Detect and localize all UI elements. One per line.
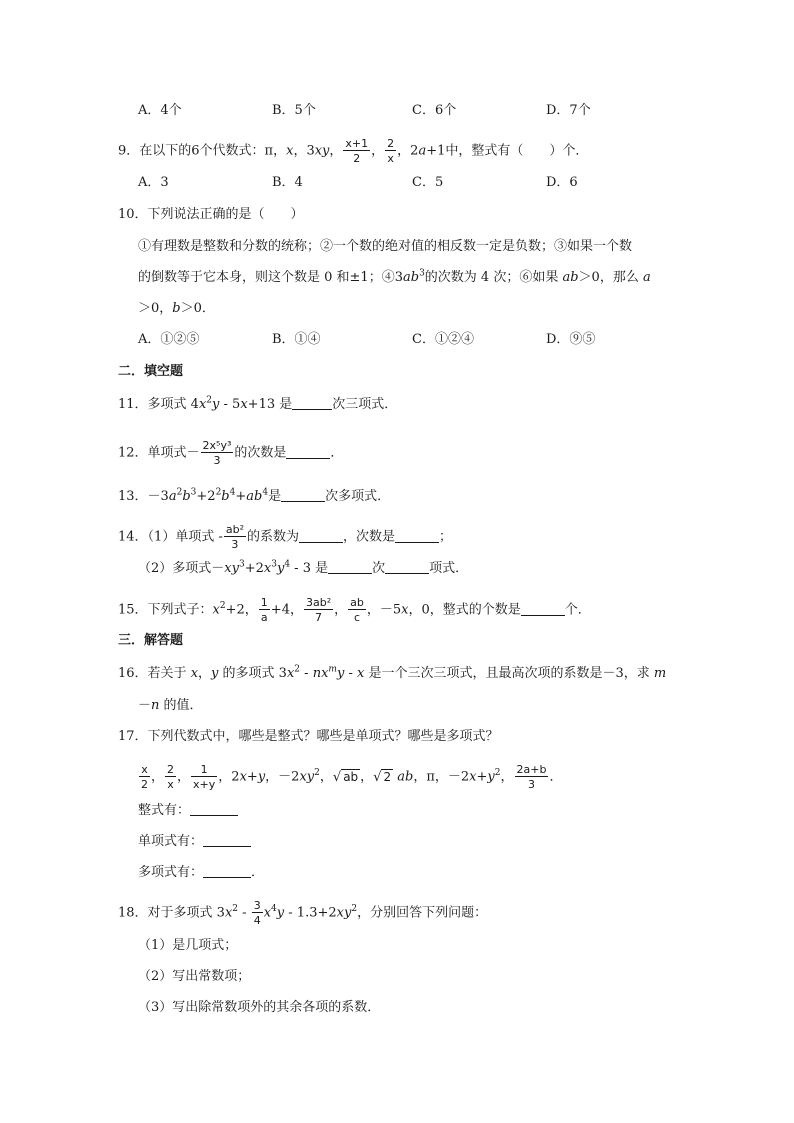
q17-fraction-denominator: x+y [193,778,216,791]
q16-text: - [344,666,357,681]
q17-text: ， [500,769,514,785]
q15-text: ，0，整式的个数是 [408,602,521,618]
q15-exponent: 2 [219,601,226,612]
q17-fraction-numerator: 2 [167,763,175,776]
q9-var: a [418,143,427,159]
q18-subquestion-3: （3）写出除常数项外的其余各项的系数． [138,1000,381,1015]
q14-text: 14．（1）单项式 - [118,529,223,545]
q16-var: n [151,698,160,713]
q9-fraction-2 [385,138,396,164]
q16-var: m [653,666,667,681]
q13-var: a [168,489,177,504]
q15-var: x [212,602,220,618]
q17-fraction-3 [191,764,217,790]
q17-fraction-numerator: 1 [191,764,217,777]
q15-fraction-numerator: 3ab² [305,596,332,609]
q10-option-d: D．⑨⑤ [546,332,596,347]
q18-exponent: 2 [232,904,239,915]
q13-text: 次多项式． [325,489,391,504]
q14-var: xy [224,561,239,576]
q9-option-b: B．4 [272,175,303,190]
q10-text: 的次数为 4 次；⑥如果 [424,270,563,285]
q17-text: ， [360,769,374,785]
q18-text: 18．对于多项式 3 [118,905,225,921]
q17-answer-polynomial [138,864,264,882]
q10-var: b [172,301,181,316]
q14-fraction-numerator: ab² [225,523,244,536]
answer-blank[interactable] [286,445,330,459]
q14-text: （2）多项式－ [138,561,225,576]
q13-text: +2 [196,489,216,504]
q13-var: b [221,489,230,504]
q10-text: 的倒数等于它本身，则这个数是 0 和±1；④3 [138,270,403,285]
question-11 [118,396,397,414]
q14-text: ； [439,529,453,545]
answer-blank[interactable] [203,833,251,847]
q12-text: ． [330,445,344,461]
q16-var: n [312,666,322,681]
q17-var: y [487,769,495,785]
q10-var: a [642,270,651,285]
q9-option-c: C．5 [412,175,444,190]
answer-blank[interactable] [521,602,565,616]
q10-var: ab [562,270,579,285]
q16-text: 的值． [159,698,203,713]
q14-exponent: 3 [238,559,245,570]
q13-exponent: 3 [190,487,197,498]
q10-text: ＞0． [180,301,215,316]
q17-text: ，π，－2 [413,769,470,785]
q14-text: 次 [372,561,386,576]
q16-text: 的多项式 3 [218,666,287,681]
q17-answer-label: 多项式有： [138,865,204,880]
q9-text: ，2 [397,143,419,159]
q10-option-a: A．①②⑤ [138,332,200,347]
q10-option-c: C．①②④ [412,332,474,347]
radical-sign-icon: √ [332,769,342,785]
q15-text: +4， [270,602,303,618]
q16-exponent: 2 [294,664,301,675]
answer-blank[interactable] [203,864,251,878]
q9-fraction-1 [343,138,370,164]
q18-text: ，分别回答下列问题： [357,905,488,921]
question-14-part-1 [118,524,452,550]
q9-fraction-2-denominator: x [387,152,394,165]
q17-var: ab [397,769,414,785]
question-10-line-1: ①有理数是整数和分数的统称；②一个数的绝对值的相反数一定是负数；③如果一个数 [138,239,633,254]
q9-var: xy [314,143,330,159]
q13-text: 是 [268,489,282,504]
q17-var: y [257,769,266,785]
q15-text: 个． [564,602,591,618]
q18-fraction-denominator: 4 [253,914,261,927]
q17-answer-integral [138,802,238,820]
q11-var: x [240,397,248,412]
q17-fraction-numerator: 2a+b [516,763,547,776]
q17-text: ， [151,769,165,785]
q17-exponent: 2 [314,768,320,779]
q9-text: +1中，整式有（ ）个． [426,143,589,159]
q10-options [0,331,794,349]
q11-text: 次三项式． [332,397,398,412]
question-18 [118,900,487,926]
question-13 [118,488,390,506]
q18-exponent: 4 [271,904,277,915]
q18-text: - [238,905,251,921]
q10-exponent: 3 [419,268,425,279]
answer-blank[interactable] [281,488,325,502]
q17-text: ． [251,865,265,880]
q11-var: y [212,397,220,412]
q10-var: ab [402,270,420,285]
q9-options [0,174,794,192]
q13-text: 13．－3 [118,489,169,504]
q12-fraction [201,440,234,466]
q14-exponent: 4 [284,559,291,570]
radicand: ab [343,769,359,784]
q8-options [0,102,794,120]
question-15 [118,597,591,623]
q17-text: ， [319,769,333,785]
answer-blank[interactable] [299,529,343,543]
q17-fraction-numerator: x [139,764,150,777]
q16-var: x [190,666,199,681]
q17-var: xy [299,769,315,785]
q18-exponent: 2 [351,904,358,915]
q16-text: ， [198,666,212,681]
q17-text: ． [549,769,563,785]
question-14-part-2 [138,560,468,578]
q18-var: y [276,905,285,921]
q16-var: x [321,666,329,681]
q18-var: xy [336,905,352,921]
question-12 [118,440,343,466]
q18-text: - 1.3+2 [284,905,337,921]
answer-blank[interactable] [190,802,238,816]
q9-text: 9．在以下的6个代数式：π， [118,143,287,159]
q11-text: 11．多项式 4 [118,397,199,412]
q13-exponent: 4 [229,487,236,498]
q15-fraction-1 [259,597,270,623]
q16-var: x [286,666,295,681]
q15-text: ，－5 [366,602,402,618]
square-root-2 [373,768,393,787]
q17-fraction-2 [165,764,176,790]
q10-text: ＞0， [138,301,173,316]
q17-text: + [246,769,258,785]
q16-var: y [211,666,219,681]
q14-fraction-denominator: 3 [231,538,239,551]
q14-var: y [276,561,285,576]
q9-var: x [286,143,294,159]
q12-fraction-denominator: 3 [213,454,221,467]
q9-text: ，3 [293,143,315,159]
q15-fraction-2 [304,597,333,623]
q15-fraction-denominator: 7 [315,611,323,624]
q11-text: - 5 [219,397,241,412]
q13-var: ab [246,489,263,504]
q8-option-a: A．4个 [138,103,182,118]
q15-text: ， [334,602,348,618]
q18-fraction [252,900,263,926]
question-17-expressions [138,764,563,790]
q13-exponent: 2 [176,487,183,498]
q10-option-b: B．①④ [272,332,321,347]
q11-var: x [198,397,207,412]
q15-text: 15．下列式子： [118,602,213,618]
answer-blank[interactable] [395,529,439,543]
q16-text: － [138,698,152,713]
q17-text: ， [177,769,191,785]
question-16-line-2 [138,697,203,715]
q17-answer-label: 整式有： [138,803,191,818]
q8-option-d: D．7个 [546,103,591,118]
q17-text: ，2 [218,769,240,785]
q14-exponent: 3 [271,559,277,570]
q9-fraction-1-denominator: 2 [353,152,361,165]
q17-fraction-denominator: x [167,778,174,791]
answer-blank[interactable] [385,560,429,574]
q8-option-b: B．5个 [272,103,316,118]
q15-fraction-numerator: ab [350,596,364,609]
q17-answer-monomial [138,833,251,851]
answer-blank[interactable] [292,396,332,410]
q16-exponent: m [328,664,337,675]
q13-var: b [182,489,191,504]
q15-fraction-denominator: c [353,611,361,624]
q14-text: - 3 是 [290,561,329,576]
q18-var: x [224,905,233,921]
q18-subquestion-1: （1）是几项式； [138,938,238,953]
q9-text: ， [329,143,343,159]
q14-text: +2 [244,561,264,576]
q17-text: + [476,769,488,785]
question-10-stem: 10．下列说法正确的是（ ） [118,207,304,222]
q15-fraction-denominator: a [260,611,268,624]
q16-text: 是一个三次三项式，且最高次项的系数是－3，求 [364,666,654,681]
q18-fraction-numerator: 3 [253,899,261,912]
q14-text: 的系数为 [246,529,299,545]
q14-text: 项式． [429,561,469,576]
q17-fraction-denominator: 2 [141,778,148,791]
q15-text: +2， [225,602,258,618]
q14-text: ，次数是 [343,529,396,545]
q17-var: x [469,769,477,785]
q15-var: x [401,602,409,618]
q12-text: 12．单项式－ [118,445,200,461]
question-10-line-3 [138,300,215,318]
question-10-line-2 [138,269,651,287]
q17-var: x [239,769,247,785]
q16-var: x [357,666,365,681]
q14-fraction [224,524,246,550]
section-heading-fill-in: 二．填空题 [118,364,184,379]
q16-text: - [300,666,313,681]
q16-var: y [336,666,345,681]
q17-exponent: 2 [494,768,501,779]
q9-text: ， [371,143,385,159]
q9-option-d: D．6 [546,175,578,190]
question-9 [118,138,588,164]
q12-fraction-numerator: 2x⁵y³ [202,439,232,452]
q17-fraction-4 [515,764,549,790]
q8-option-c: C．6个 [412,103,457,118]
q11-exponent: 2 [206,395,213,406]
q17-fraction-1 [139,764,150,790]
q17-fraction-denominator: 3 [528,778,535,791]
q17-answer-label: 单项式有： [138,834,204,849]
question-16-line-1 [118,665,666,683]
question-17-stem: 17．下列代数式中，哪些是整式？哪些是单项式？哪些是多项式？ [118,729,499,744]
q9-option-a: A．3 [138,175,169,190]
q14-var: x [263,561,272,576]
q11-text: +13 是 [247,397,293,412]
q13-exponent: 2 [215,487,222,498]
q18-var: x [263,905,272,921]
radicand: 2 [383,769,392,784]
q16-text: 16．若关于 [118,666,191,681]
q13-exponent: 4 [262,487,269,498]
q12-text: 的次数是 [234,445,287,461]
q10-text: ＞0，那么 [578,270,643,285]
q9-fraction-2-numerator: 2 [387,137,395,150]
q17-text: ，－2 [265,769,300,785]
section-heading-solve: 三．解答题 [118,633,184,648]
q9-fraction-1-numerator: x+1 [345,137,369,150]
q18-subquestion-2: （2）写出常数项； [138,969,251,984]
square-root-ab [333,768,360,787]
q15-fraction-numerator: 1 [260,596,268,609]
q13-text: + [235,489,247,504]
q15-fraction-3 [348,597,366,623]
answer-blank[interactable] [328,560,372,574]
radical-sign-icon: √ [373,769,382,785]
